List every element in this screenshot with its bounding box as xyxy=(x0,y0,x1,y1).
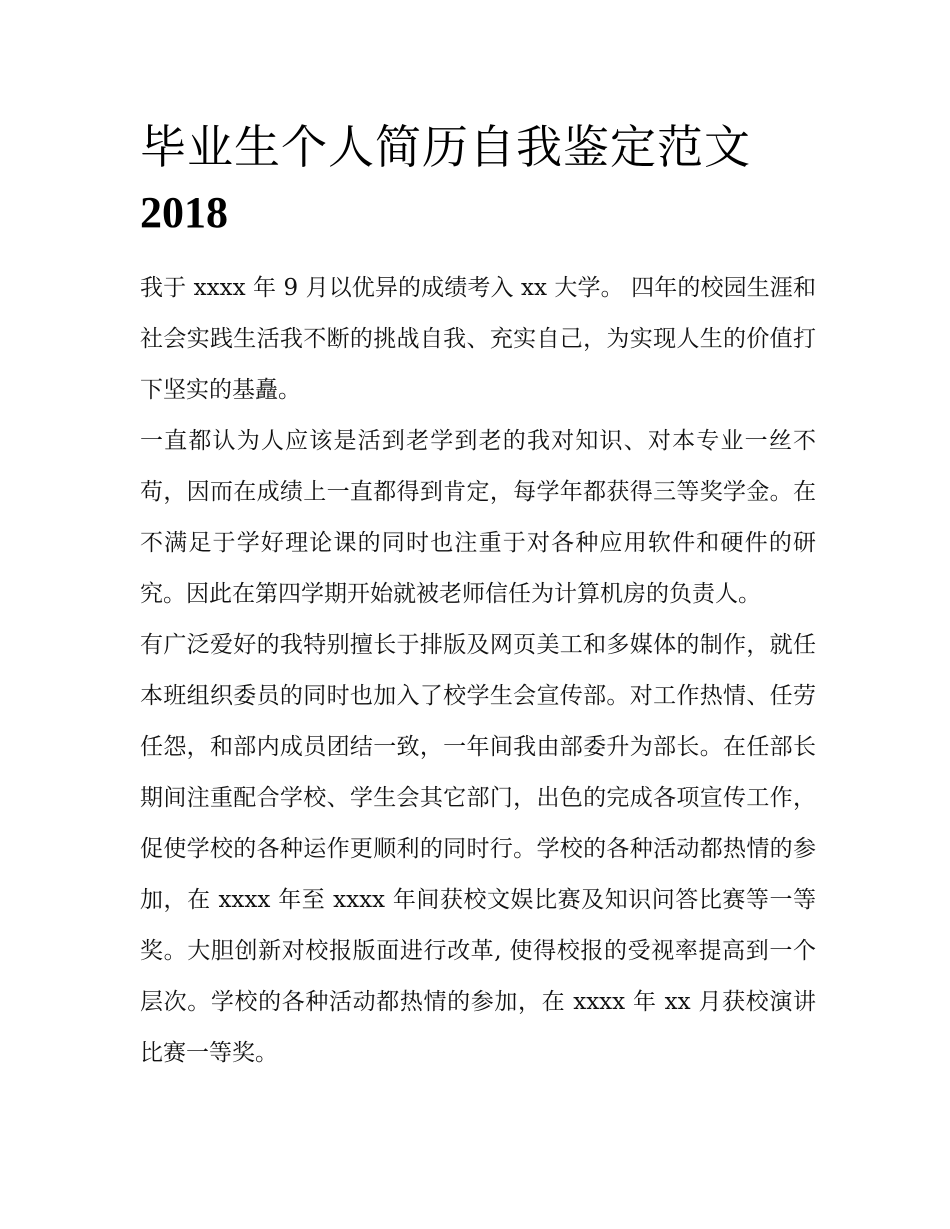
paragraph-enrollment: 我于 xxxx 年 9 月以优异的成绩考入 xx 大学。 四年的校园生涯和社会实践生活我不断的挑战自我、充实自己，为实现人生的价值打下坚实的基矗。 xyxy=(140,275,816,403)
paragraph-activities: 有广泛爱好的我特别擅长于排版及网页美工和多媒体的制作，就任本班组织委员的同时也加入了校学生会宣传部。对工作热情、任劳任怨，和部内成员团结一致，一年间我由部委升为部长。在任部长期间注重配合学校、学生会其它部门，出色的完成各项宣传工作，促使学校的各种运作更顺利的同时行。学校的各种活动都热情的参加，在 xxxx 年至 xxxx 年间获校文娱比赛及知识问答比赛等一等奖。大胆创新对校报版面进行改革, 使得校报的受视率提高到一个层次。学校的各种活动都热情的参加，在 xxxx 年 xx 月获校演讲比赛一等奖。 xyxy=(140,632,816,1066)
title-main-text: 毕业生个人简历自我鉴定范文 xyxy=(140,120,751,174)
title-year-text: 2018 xyxy=(140,188,228,237)
document-title xyxy=(140,112,820,244)
paragraph-study: 一直都认为人应该是活到老学到老的我对知识、对本专业一丝不苟，因而在成绩上一直都得到肯定，每学年都获得三等奖学金。在不满足于学好理论课的同时也注重于对各种应用软件和硬件的研究。因此在第四学期开始就被老师信任为计算机房的负责人。 xyxy=(140,428,816,607)
document-body xyxy=(140,263,816,1079)
